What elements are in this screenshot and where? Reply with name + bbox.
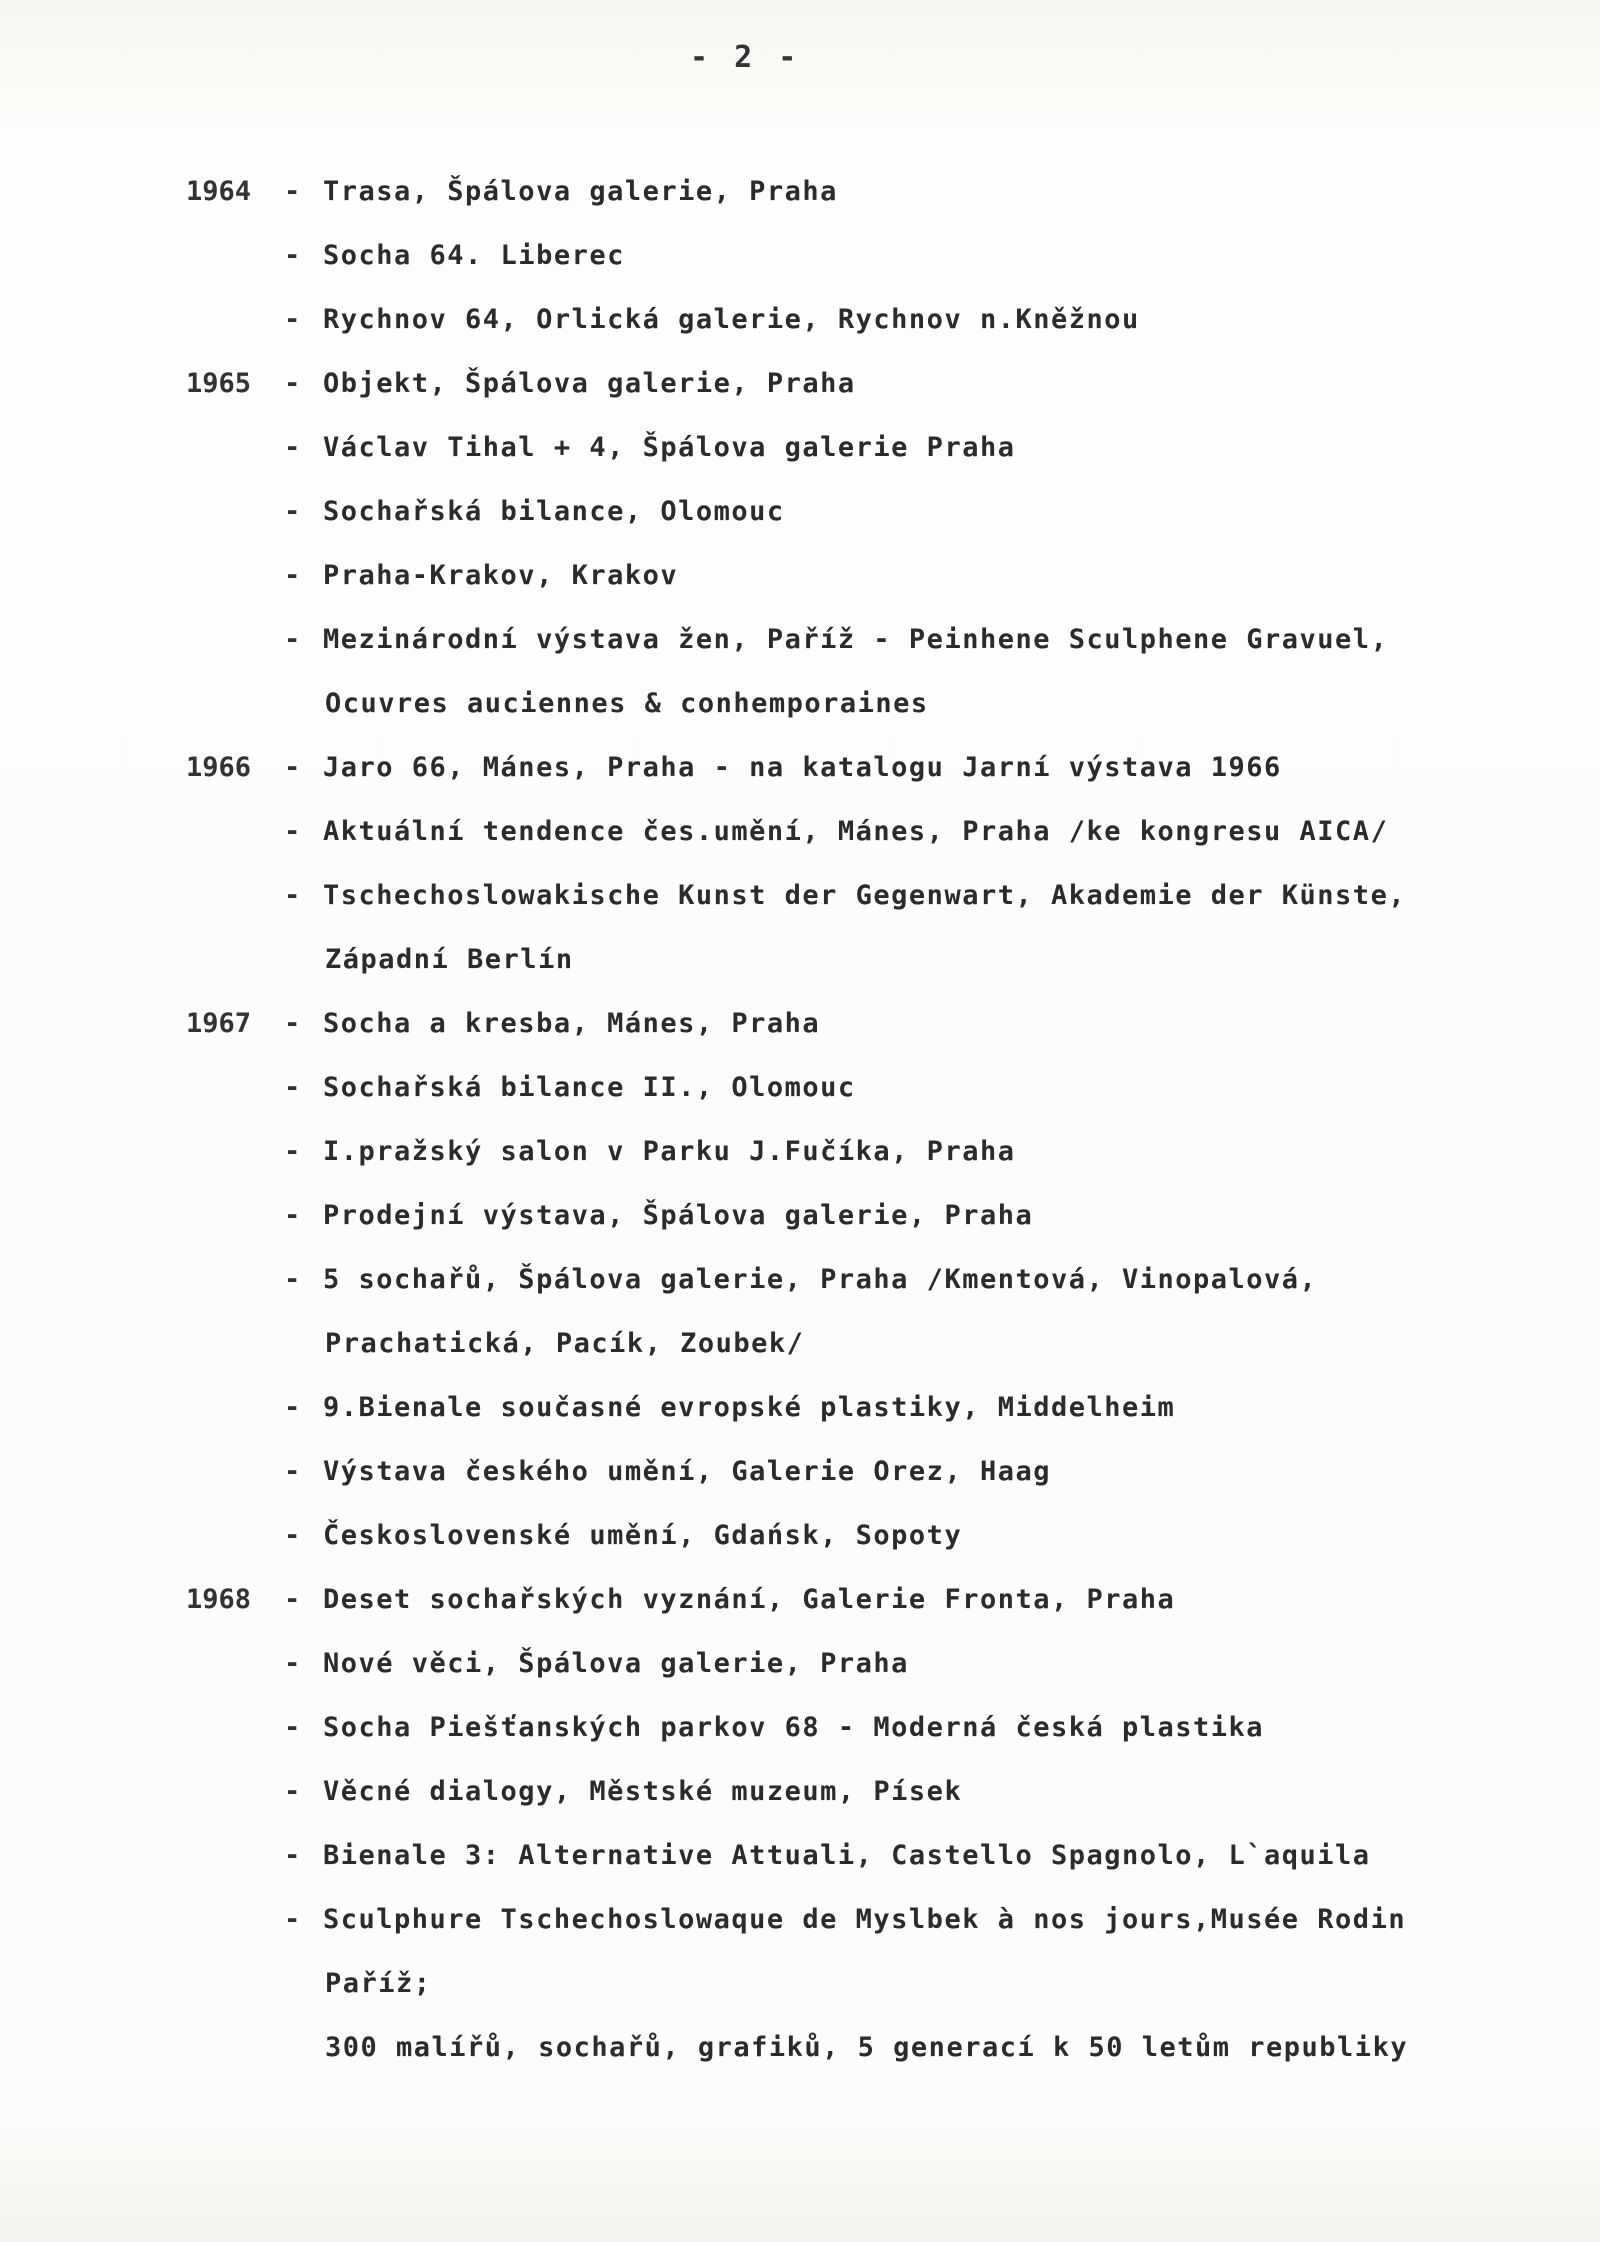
list-item	[0, 672, 1600, 736]
entry-dash: -	[284, 1520, 301, 1551]
entry-text: Západní Berlín	[325, 944, 574, 975]
entry-text: Prodejní výstava, Špálova galerie, Praha	[323, 1200, 1034, 1231]
entry-text: Jaro 66, Mánes, Praha - na katalogu Jarní výstava 1966	[323, 752, 1282, 783]
list-item	[0, 224, 1600, 288]
exhibition-list	[0, 160, 1600, 2080]
entry-year: 1967	[186, 1008, 252, 1039]
list-item	[0, 1952, 1600, 2016]
entry-dash: -	[284, 1264, 301, 1295]
list-item	[0, 160, 1600, 224]
entry-dash: -	[284, 304, 301, 335]
list-item	[0, 1184, 1600, 1248]
list-item	[0, 1568, 1600, 1632]
entry-dash: -	[284, 1072, 301, 1103]
entry-dash: -	[284, 1840, 301, 1871]
entry-dash: -	[284, 496, 301, 527]
list-item	[0, 2016, 1600, 2080]
entry-text: Sochařská bilance, Olomouc	[323, 496, 785, 527]
list-item	[0, 1824, 1600, 1888]
entry-year: 1964	[186, 176, 252, 207]
list-item	[0, 1632, 1600, 1696]
entry-dash: -	[284, 1712, 301, 1743]
entry-text: Mezinárodní výstava žen, Paříž - Peinhene Sculphene Gravuel,	[323, 624, 1389, 655]
entry-text: Václav Tihal + 4, Špálova galerie Praha	[323, 432, 1016, 463]
list-item	[0, 1760, 1600, 1824]
list-item	[0, 1696, 1600, 1760]
entry-text: Sculphure Tschechoslowaque de Myslbek à nos jours,Musée Rodin	[323, 1904, 1407, 1935]
entry-dash: -	[284, 560, 301, 591]
list-item	[0, 1056, 1600, 1120]
entry-text: Praha-Krakov, Krakov	[323, 560, 679, 591]
list-item	[0, 736, 1600, 800]
entry-text: Socha 64. Liberec	[323, 240, 625, 271]
entry-text: Československé umění, Gdańsk, Sopoty	[323, 1520, 963, 1551]
list-item	[0, 864, 1600, 928]
page-number: - 2 -	[690, 40, 801, 75]
list-item	[0, 288, 1600, 352]
entry-text: Sochařská bilance II., Olomouc	[323, 1072, 856, 1103]
list-item	[0, 1440, 1600, 1504]
list-item	[0, 1312, 1600, 1376]
entry-text: Bienale 3: Alternative Attuali, Castello Spagnolo, L`aquila	[323, 1840, 1371, 1871]
entry-text: Věcné dialogy, Městské muzeum, Písek	[323, 1776, 963, 1807]
entry-dash: -	[284, 816, 301, 847]
list-item	[0, 608, 1600, 672]
entry-dash: -	[284, 1392, 301, 1423]
entry-text: Prachatická, Pacík, Zoubek/	[325, 1328, 805, 1359]
entry-text: Paříž;	[325, 1968, 432, 1999]
entry-text: Ocuvres auciennes & conhemporaines	[325, 688, 929, 719]
list-item	[0, 1120, 1600, 1184]
list-item	[0, 480, 1600, 544]
entry-text: Socha Piešťanských parkov 68 - Moderná česká plastika	[323, 1712, 1265, 1743]
entry-dash: -	[284, 1200, 301, 1231]
entry-dash: -	[284, 1008, 301, 1039]
entry-dash: -	[284, 240, 301, 271]
entry-text: Aktuální tendence čes.umění, Mánes, Praha /ke kongresu AICA/	[323, 816, 1389, 847]
entry-dash: -	[284, 752, 301, 783]
entry-dash: -	[284, 624, 301, 655]
entry-text: Výstava českého umění, Galerie Orez, Haag	[323, 1456, 1051, 1487]
entry-year: 1968	[186, 1584, 252, 1615]
entry-dash: -	[284, 1584, 301, 1615]
entry-text: 5 sochařů, Špálova galerie, Praha /Kmentová, Vinopalová,	[323, 1264, 1318, 1295]
entry-dash: -	[284, 1648, 301, 1679]
list-item	[0, 416, 1600, 480]
entry-dash: -	[284, 1904, 301, 1935]
entry-dash: -	[284, 1136, 301, 1167]
list-item	[0, 1504, 1600, 1568]
entry-text: 9.Bienale současné evropské plastiky, Middelheim	[323, 1392, 1176, 1423]
entry-dash: -	[284, 1776, 301, 1807]
list-item	[0, 1248, 1600, 1312]
entry-text: Objekt, Špálova galerie, Praha	[323, 368, 856, 399]
list-item	[0, 544, 1600, 608]
entry-text: Nové věci, Špálova galerie, Praha	[323, 1648, 909, 1679]
entry-text: Tschechoslowakische Kunst der Gegenwart, Akademie der Künste,	[323, 880, 1407, 911]
entry-text: Deset sochařských vyznání, Galerie Fronta, Praha	[323, 1584, 1176, 1615]
list-item	[0, 800, 1600, 864]
entry-text: Trasa, Špálova galerie, Praha	[323, 176, 838, 207]
entry-dash: -	[284, 1456, 301, 1487]
entry-text: Socha a kresba, Mánes, Praha	[323, 1008, 821, 1039]
entry-text: Rychnov 64, Orlická galerie, Rychnov n.Kněžnou	[323, 304, 1140, 335]
entry-text: I.pražský salon v Parku J.Fučíka, Praha	[323, 1136, 1016, 1167]
entry-dash: -	[284, 368, 301, 399]
list-item	[0, 928, 1600, 992]
list-item	[0, 352, 1600, 416]
entry-year: 1966	[186, 752, 252, 783]
entry-dash: -	[284, 432, 301, 463]
entry-text: 300 malířů, sochařů, grafiků, 5 generací k 50 letům republiky	[325, 2032, 1409, 2063]
entry-year: 1965	[186, 368, 252, 399]
entry-dash: -	[284, 176, 301, 207]
list-item	[0, 992, 1600, 1056]
list-item	[0, 1888, 1600, 1952]
list-item	[0, 1376, 1600, 1440]
entry-dash: -	[284, 880, 301, 911]
